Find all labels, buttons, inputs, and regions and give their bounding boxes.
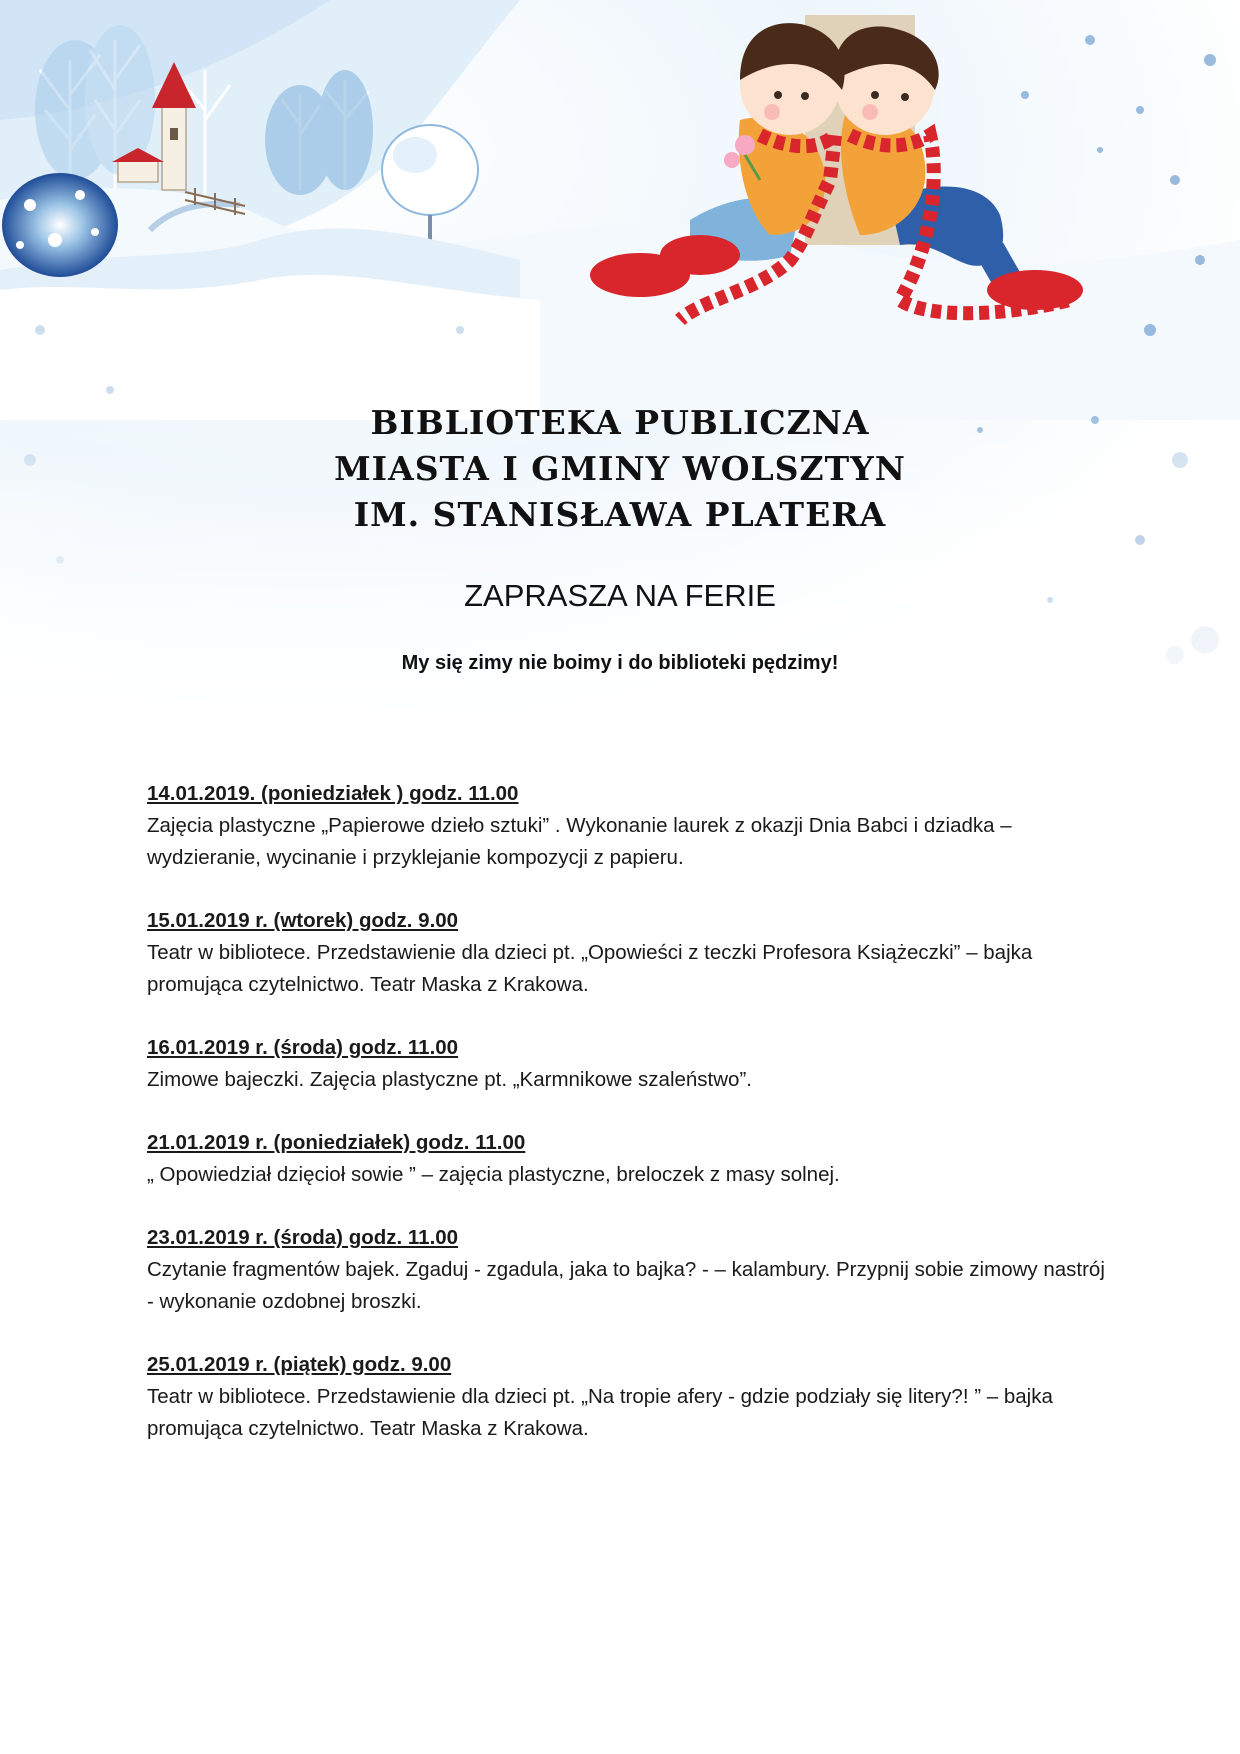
- event-description: Zajęcia plastyczne „Papierowe dzieło sztuki” . Wykonanie laurek z okazji Dnia Babci i dziadka – wydzieranie, wycinanie i przyklejanie kompozycji z papieru.: [147, 814, 1012, 869]
- event-date: 25.01.2019 r. (piątek) godz. 9.00: [147, 1353, 452, 1376]
- title-line-1: BIBLIOTEKA PUBLICZNA: [370, 403, 870, 442]
- event-date: 23.01.2019 r. (środa) godz. 11.00: [147, 1226, 459, 1249]
- event-description: Teatr w bibliotece. Przedstawienie dla dzieci pt. „Opowieści z teczki Profesora Książeczki” – bajka promująca czytelnictwo. Teatr Maska z Krakowa.: [147, 941, 1033, 996]
- event-description: Teatr w bibliotece. Przedstawienie dla dzieci pt. „Na tropie afery - gdzie podziały się litery?! ” – bajka promująca czytelnictwo. Teatr Maska z Krakowa.: [147, 1385, 1053, 1440]
- event-description: Zimowe bajeczki. Zajęcia plastyczne pt. „Karmnikowe szaleństwo”.: [147, 1068, 752, 1091]
- invitation-heading: ZAPRASZA NA FERIE: [464, 578, 776, 613]
- event-item: [147, 1349, 1107, 1445]
- library-title: [0, 400, 1240, 538]
- event-date: 21.01.2019 r. (poniedziałek) godz. 11.00: [147, 1131, 526, 1154]
- event-item: [147, 905, 1107, 1001]
- event-item: [147, 778, 1107, 874]
- event-date: 14.01.2019. (poniedziałek ) godz. 11.00: [147, 782, 519, 805]
- winter-header-illustration: [0, 0, 1240, 760]
- blue-bush: [2, 173, 118, 277]
- event-description: Czytanie fragmentów bajek. Zgaduj - zgadula, jaka to bajka? - – kalambury. Przypnij sobie zimowy nastrój - wykonanie ozdobnej broszki.: [147, 1258, 1105, 1313]
- event-date: 16.01.2019 r. (środa) godz. 11.00: [147, 1036, 459, 1059]
- event-description: „ Opowiedział dzięcioł sowie ” – zajęcia plastyczne, breloczek z masy solnej.: [147, 1163, 840, 1186]
- title-line-3: IM. STANISŁAWA PLATERA: [353, 495, 887, 534]
- event-item: [147, 1127, 1107, 1191]
- event-item: [147, 1222, 1107, 1318]
- tagline: My się zimy nie boimy i do biblioteki pędzimy!: [401, 652, 839, 674]
- event-item: [147, 1032, 1107, 1096]
- event-schedule: [147, 778, 1107, 1476]
- event-date: 15.01.2019 r. (wtorek) godz. 9.00: [147, 909, 459, 932]
- title-line-2: MIASTA I GMINY WOLSZTYN: [334, 449, 906, 488]
